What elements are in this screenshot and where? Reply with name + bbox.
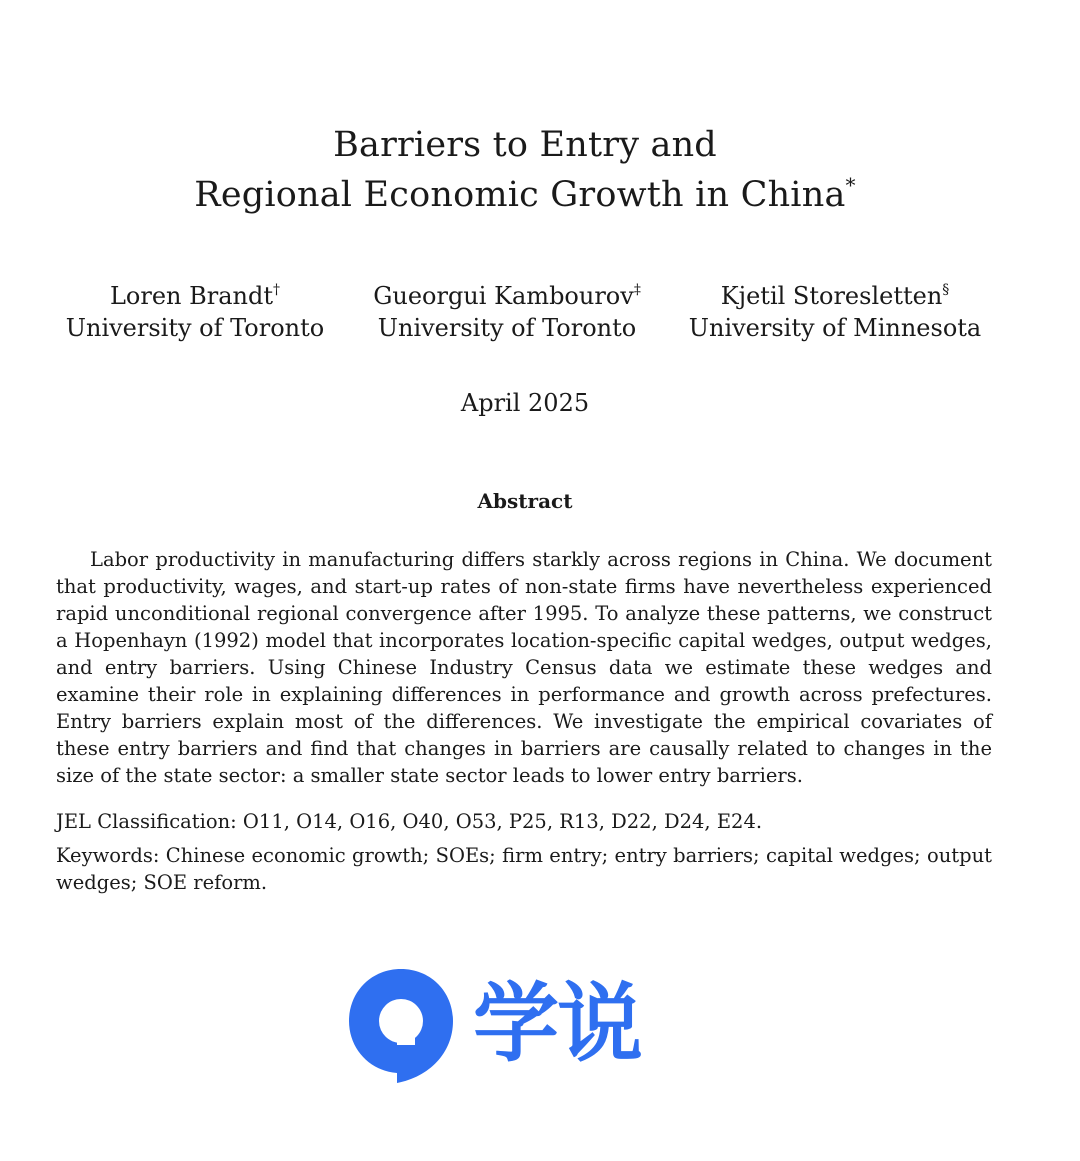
- author-affiliation: University of Toronto: [65, 314, 325, 342]
- title-line-2: [0, 170, 1050, 220]
- paper-date: April 2025: [460, 389, 590, 417]
- author-2: [362, 280, 652, 344]
- watermark-text: 学说: [473, 974, 641, 1074]
- author-name: [680, 280, 990, 312]
- author-1: [50, 280, 340, 344]
- author-name-text: Gueorgui Kambourov: [373, 282, 634, 310]
- jel-classification: JEL Classification: O11, O14, O16, O40, O53, P25, R13, D22, D24, E24.: [56, 810, 763, 833]
- author-name: [50, 280, 340, 312]
- title-line-2-text: Regional Economic Growth in China: [194, 175, 846, 215]
- abstract-heading: Abstract: [477, 489, 573, 513]
- author-affiliation: University of Minnesota: [688, 314, 982, 342]
- author-name-text: Kjetil Storesletten: [720, 282, 943, 310]
- keywords: Keywords: Chinese economic growth; SOEs; firm entry; entry barriers; capital wedges; output wedges; SOE reform.: [56, 844, 992, 894]
- author-footnote-mark: †: [273, 282, 281, 298]
- author-affiliation: University of Toronto: [377, 314, 637, 342]
- abstract-body: Labor productivity in manufacturing differs starkly across regions in China. We document that productivity, wages, and start-up rates of non-state firms have nevertheless experienced rapid unconditional regional convergence after 1995. To analyze these patterns, we construct a Hopenhayn (1992) model that incorporates location-specific capital wedges, output wedges, and entry barriers. Using Chinese Industry Census data we estimate these wedges and examine their role in explaining differences in performance and growth across prefectures. Entry barriers explain most of the differences. We investigate the empirical covariates of these entry barriers and find that changes in barriers are causally related to changes in the size of the state sector: a smaller state sector leads to lower entry barriers.: [56, 548, 992, 787]
- watermark-logo: [345, 965, 665, 1090]
- author-block: [0, 280, 1080, 350]
- author-footnote-mark: ‡: [633, 282, 641, 298]
- author-3: [680, 280, 990, 344]
- speech-bubble-logo-icon: [345, 965, 457, 1085]
- author-name-text: Loren Brandt: [109, 282, 274, 310]
- author-footnote-mark: §: [942, 282, 950, 298]
- title-footnote-mark: *: [845, 173, 856, 197]
- author-name: [362, 280, 652, 312]
- title-line-1: Barriers to Entry and: [333, 125, 717, 165]
- paper-title: [0, 120, 1050, 220]
